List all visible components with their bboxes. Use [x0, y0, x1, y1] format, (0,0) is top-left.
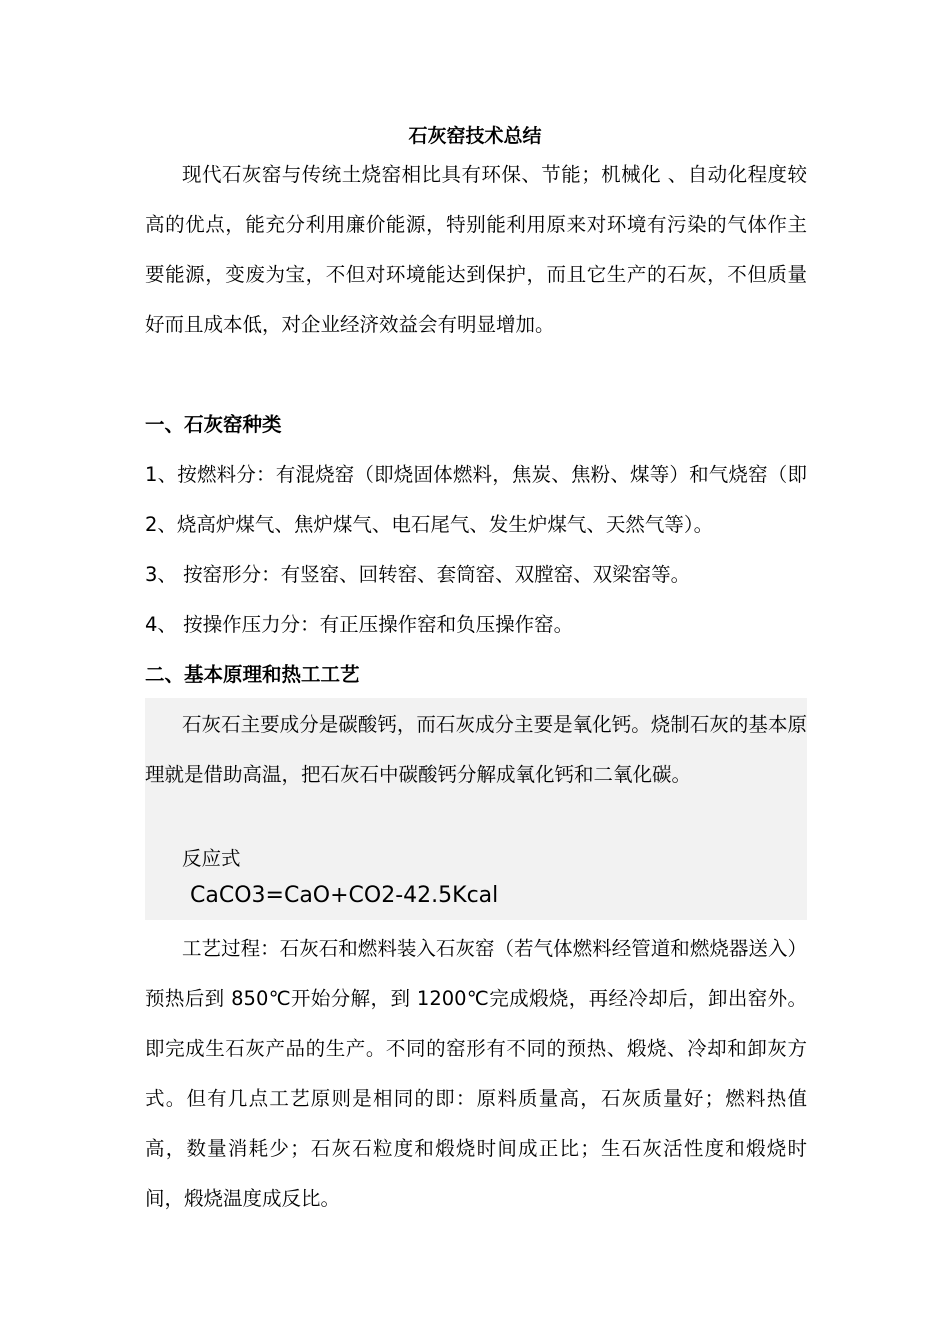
process-paragraph: 工艺过程：石灰石和燃料装入石灰窑（若气体燃料经管道和燃烧器送入）预热后到 850℃开始分解，到 1200℃完成煅烧，再经冷却后，卸出窑外。即完成生石灰产品的生产。不同的窑形有不同的预热、煅烧、冷却和卸灰方式。但有几点工艺原则是相同的即：原料质量高，石灰质量好；燃料热值高，数量消耗少；石灰石粒度和煅烧时间成正比；生石灰活性度和煅烧时间，煅烧温度成反比。 — [145, 937, 807, 1210]
section-heading-principle: 二、基本原理和热工工艺 — [145, 663, 360, 686]
reaction-formula: CaCO3=CaO+CO2-42.5Kcal — [190, 883, 499, 908]
reaction-label: 反应式 — [182, 847, 241, 870]
section-heading-kiln-types: 一、石灰窑种类 — [145, 413, 282, 436]
kiln-type-by-shape: 3、 按窑形分：有竖窑、回转窑、套筒窑、双膛窑、双梁窑等。 — [145, 563, 691, 586]
intro-paragraph: 现代石灰窑与传统土烧窑相比具有环保、节能；机械化 、自动化程度较高的优点，能充分利用廉价能源，特别能利用原来对环境有污染的气体作主要能源，变废为宝，不但对环境能达到保护，而且它生产的石灰，不但质量好而且成本低，对企业经济效益会有明显增加。 — [145, 163, 807, 336]
kiln-type-by-pressure: 4、 按操作压力分：有正压操作窑和负压操作窑。 — [145, 613, 574, 636]
principle-paragraph: 石灰石主要成分是碳酸钙，而石灰成分主要是氧化钙。烧制石灰的基本原理就是借助高温，把石灰石中碳酸钙分解成氧化钙和二氧化碳。 — [145, 713, 807, 786]
kiln-type-by-fuel: 1、按燃料分：有混烧窑（即烧固体燃料，焦炭、焦粉、煤等）和气烧窑（即 2、烧高炉煤气、焦炉煤气、电石尾气、发生炉煤气、天然气等）。 — [145, 463, 807, 536]
document-title: 石灰窑技术总结 — [408, 125, 542, 147]
